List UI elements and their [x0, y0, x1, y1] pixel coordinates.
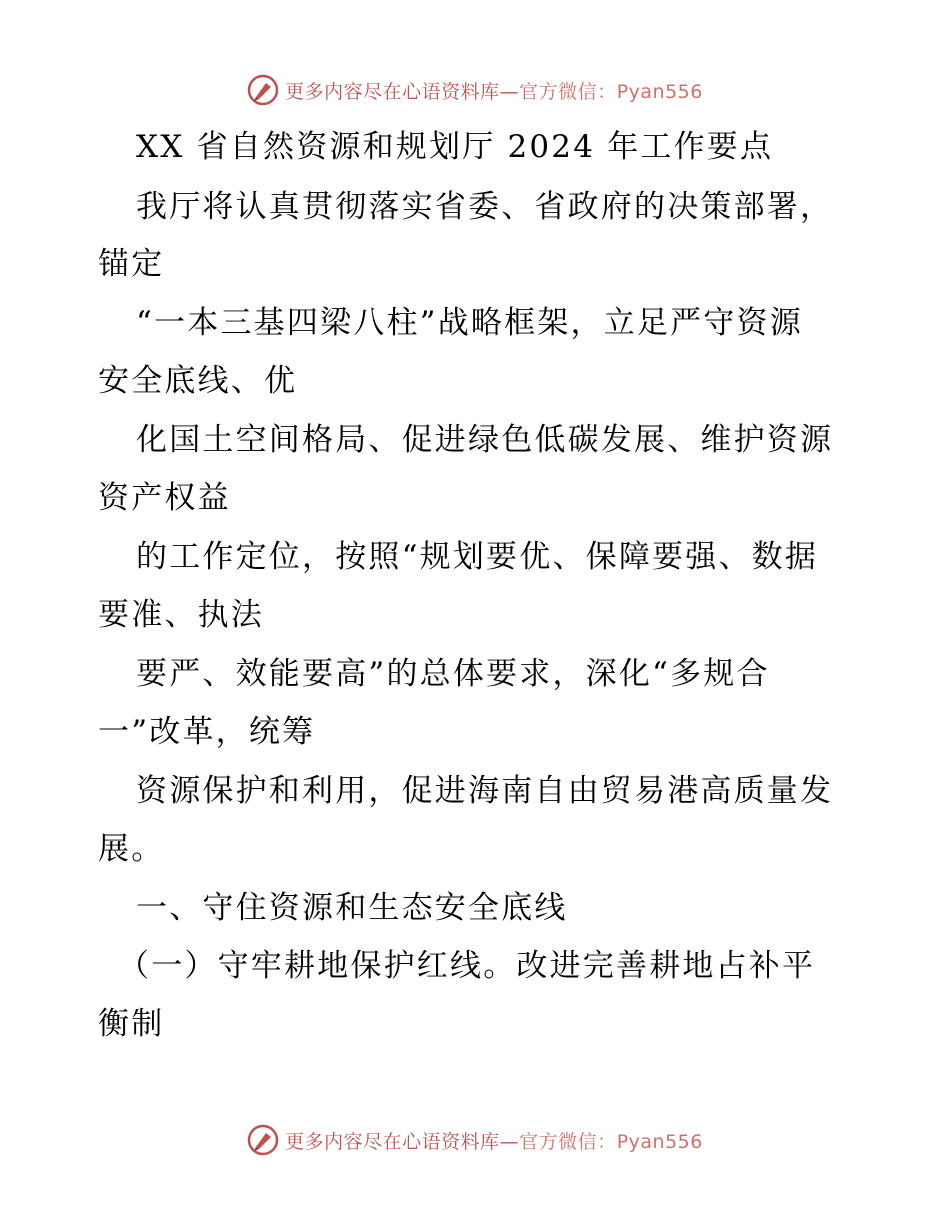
footer-banner-text	[285, 1127, 703, 1154]
footer-banner-content	[247, 1124, 703, 1156]
paragraph-line-9: 要严、效能要高”的总体要求，深化“多规合	[136, 656, 770, 692]
banner-text	[285, 77, 703, 104]
footer-wechat-id: Pyan556	[616, 1130, 703, 1153]
paragraph-line-5: 化国土空间格局、促进绿色低碳发展、维护资源	[136, 422, 834, 458]
banner-main-text: 更多内容尽在心语资料库	[285, 80, 500, 103]
banner-dash: —	[499, 80, 520, 103]
pen-nib-icon	[247, 74, 279, 106]
banner-content	[247, 74, 703, 106]
paragraph-line-12: 展。	[98, 831, 165, 867]
paragraph-line-7: 的工作定位，按照“规划要优、保障要强、数据	[136, 539, 819, 575]
paragraph-line-6: 资产权益	[98, 480, 231, 516]
subsection-heading-1: （一）守牢耕地保护红线。改进完善耕地占补平	[118, 948, 816, 984]
paragraph-line-1: 我厅将认真贯彻落实省委、省政府的决策部署，	[136, 189, 834, 225]
document-title: XX 省自然资源和规划厅 2024 年工作要点	[136, 129, 774, 165]
paragraph-line-11: 资源保护和利用，促进海南自由贸易港高质量发	[136, 773, 834, 809]
paragraph-line-2: 锚定	[98, 246, 165, 282]
footer-dash: —	[499, 1130, 520, 1153]
paragraph-line-15: 衡制	[98, 1006, 165, 1042]
header-banner	[0, 70, 950, 110]
paragraph-line-3: “一本三基四梁八柱”战略框架，立足严守资源	[136, 305, 803, 341]
banner-official-label: 官方微信：	[519, 80, 617, 103]
paragraph-line-8: 要准、执法	[98, 597, 264, 633]
footer-banner	[0, 1120, 950, 1160]
section-heading-1: 一、守住资源和生态安全底线	[136, 890, 568, 926]
paragraph-line-10: 一”改革，统筹	[98, 714, 316, 750]
paragraph-line-4: 安全底线、优	[98, 363, 298, 399]
pen-nib-icon	[247, 1124, 279, 1156]
footer-main-text: 更多内容尽在心语资料库	[285, 1130, 500, 1153]
banner-wechat-id: Pyan556	[616, 80, 703, 103]
footer-official-label: 官方微信：	[519, 1130, 617, 1153]
